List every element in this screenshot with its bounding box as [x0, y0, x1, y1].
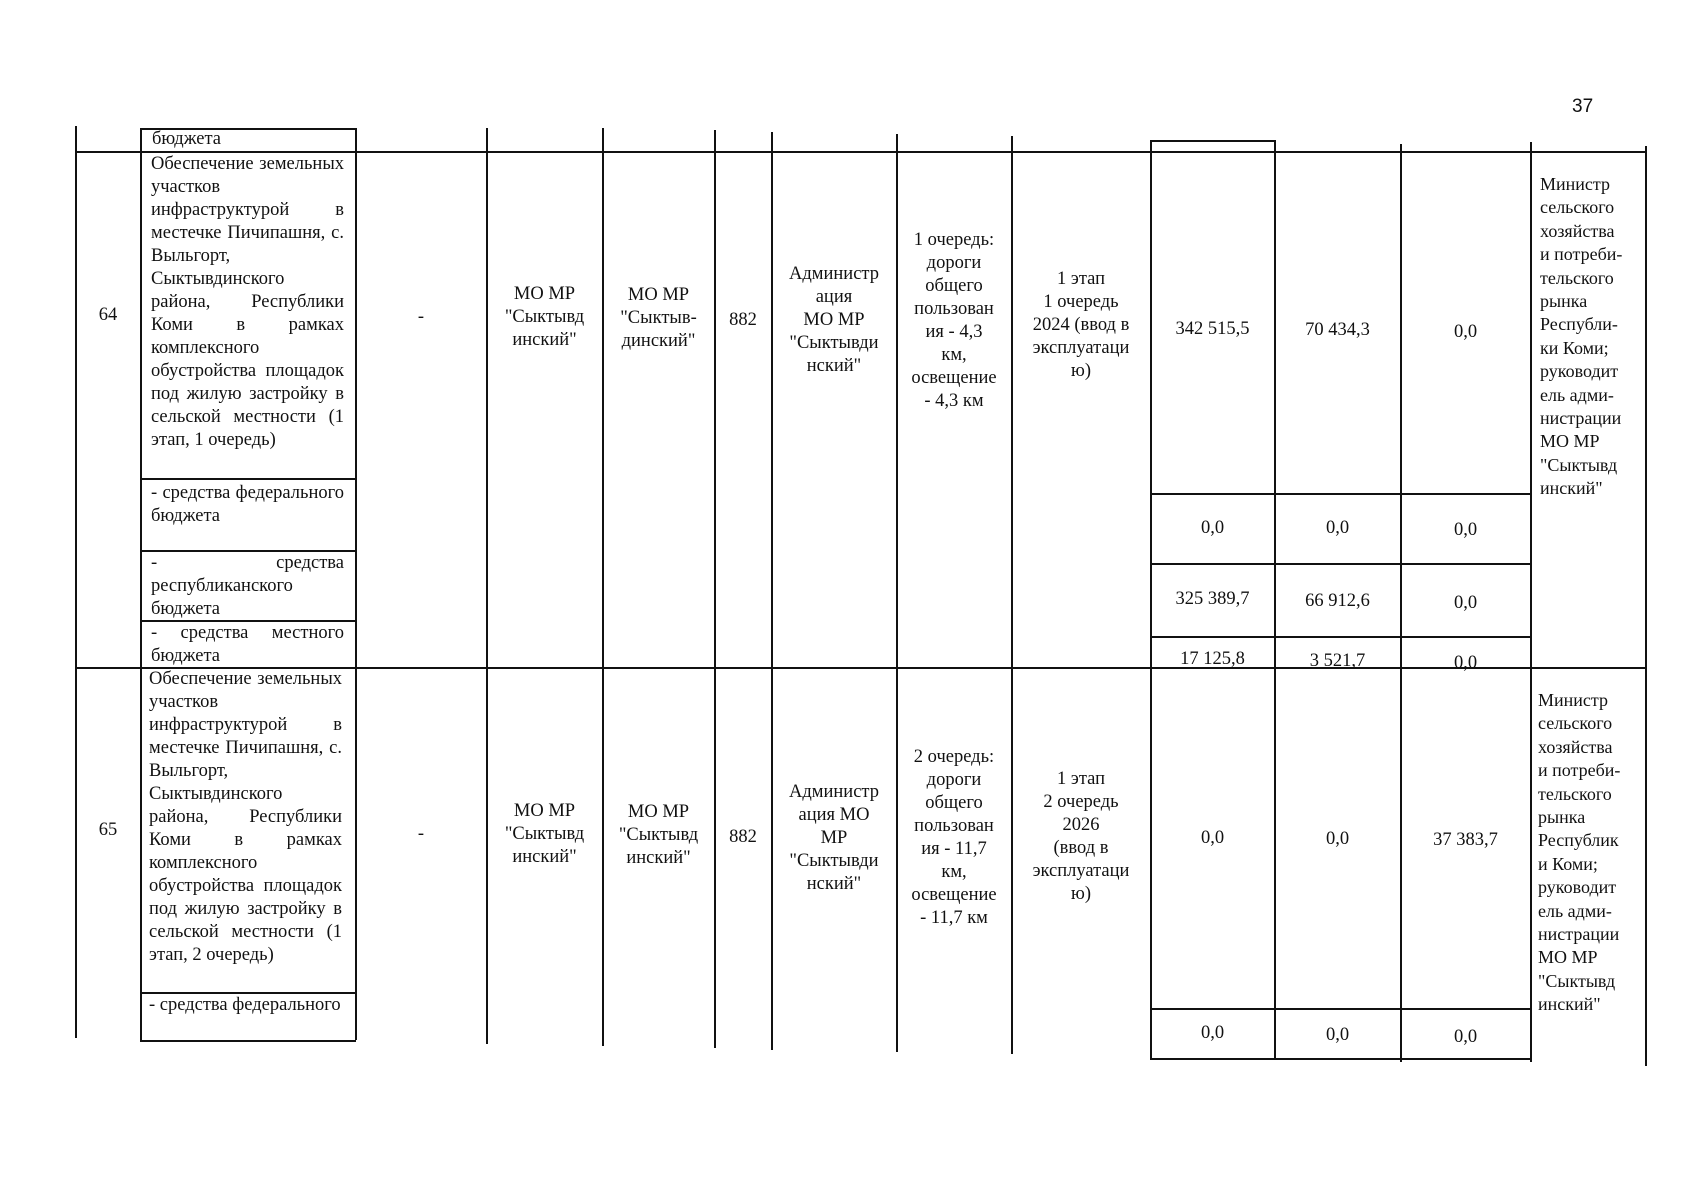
code-cell [715, 152, 771, 488]
value-text: 70 434,3 [1305, 319, 1370, 340]
table-border [1645, 146, 1647, 1066]
dash-text: - [417, 823, 425, 844]
table-border [140, 478, 356, 480]
value-cell [1275, 566, 1400, 636]
top-fragment-text: бюджета [152, 129, 221, 149]
value-cell [1401, 496, 1530, 564]
value-cell [1275, 668, 1400, 1010]
funding-source-label: - средства местного бюджета [151, 623, 344, 666]
code-text: 882 [729, 826, 757, 847]
value-cell [1151, 494, 1274, 562]
value-cell [1151, 1010, 1274, 1056]
owner-cell [603, 668, 714, 1002]
value-text: 17 125,8 [1180, 648, 1245, 669]
value-cell [1151, 668, 1274, 1008]
executor-text: Администр ация МО МР "Сыктывди нский" [789, 781, 879, 894]
value-text: 37 383,7 [1433, 829, 1498, 850]
value-text: 0,0 [1453, 1026, 1478, 1047]
value-text: 0,0 [1325, 1024, 1350, 1045]
funding-source-label: - средства федерального [149, 995, 341, 1015]
responsible-cell: Министр сельского хозяйства и потреби- тельского рынка Республик и Коми; руководит ель адми- нистрации МО МР "Сыктывд инский" [1538, 690, 1621, 1015]
stage-cell [1012, 668, 1150, 1006]
funding-source-label: - средства федерального бюджета [151, 483, 344, 526]
value-text: 0,0 [1200, 517, 1225, 538]
dash-cell [356, 152, 486, 482]
row-number-text: 64 [98, 304, 118, 325]
code-text: 882 [729, 309, 757, 330]
value-cell [1401, 668, 1530, 1012]
table-border [140, 128, 142, 1040]
page-number: 37 [1572, 96, 1594, 117]
responsible-cell: Министр сельского хозяйства и потреби- тельского рынка Республи- ки Коми; руководит ель адми- нистрации МО МР "Сыктывд инский" [1540, 174, 1623, 499]
dash-cell [356, 668, 486, 1000]
value-cell [1275, 494, 1400, 562]
executor-cell [772, 152, 896, 488]
value-text: 0,0 [1453, 652, 1478, 673]
value-cell [1401, 568, 1530, 638]
funding-source-label: - средства республиканского бюджета [151, 553, 344, 619]
table-border [1530, 142, 1532, 1062]
value-text: 3 521,7 [1309, 650, 1366, 671]
value-cell [1401, 152, 1530, 512]
customer-text: МО МР "Сыктывд инский" [504, 800, 585, 867]
owner-cell [603, 152, 714, 484]
value-text: 0,0 [1325, 517, 1350, 538]
executor-cell [772, 668, 896, 1008]
value-cell [1151, 152, 1274, 506]
capacity-text: 2 очередь: дороги общего пользован ия - 11,7 км, освещение - 11,7 км [911, 747, 997, 928]
value-text: 0,0 [1200, 827, 1225, 848]
value-cell [1275, 152, 1400, 508]
value-text: 342 515,5 [1175, 318, 1250, 339]
capacity-text: 1 очередь: дороги общего пользован ия - 4,3 км, освещение - 4,3 км [911, 230, 997, 411]
stage-cell [1012, 152, 1150, 498]
owner-text: МО МР "Сыктыв- динский" [620, 284, 697, 351]
customer-text: МО МР "Сыктывд инский" [504, 283, 585, 350]
value-text: 0,0 [1453, 592, 1478, 613]
customer-cell [487, 668, 602, 1000]
value-text: 0,0 [1325, 828, 1350, 849]
value-text: 0,0 [1453, 321, 1478, 342]
stage-text: 1 этап 2 очередь 2026 (ввод в эксплуатаци ю) [1032, 769, 1130, 904]
row-number [76, 152, 140, 478]
value-cell [1401, 1014, 1530, 1060]
customer-cell [487, 152, 602, 482]
table-border [140, 1040, 356, 1042]
value-text: 66 912,6 [1305, 590, 1370, 611]
capacity-cell [897, 152, 1011, 490]
table-border [1150, 140, 1276, 142]
row-number [76, 668, 140, 992]
object-name: Обеспечение земельных участков инфраструктурой в местечке Пичипашня, с. Выльгорт, Сыктывдинского района, Республики Коми в рамках комплексного обустройства площадок под жилую застройку в сельской местности (1 этап, 2 очередь) [149, 669, 342, 965]
value-cell [1275, 1012, 1400, 1058]
row-number-text: 65 [98, 819, 118, 840]
capacity-cell [897, 668, 1011, 1008]
value-cell [1151, 564, 1274, 634]
dash-text: - [417, 306, 425, 327]
executor-text: Администр ация МО МР "Сыктывди нский" [789, 263, 879, 376]
code-cell [715, 668, 771, 1006]
object-name: Обеспечение земельных участков инфраструктурой в местечке Пичипашня, с. Выльгорт, Сыктывдинского района, Республики Коми в рамках комплексного обустройства площадок под жилую застройку в сельской местности (1 этап, 1 очередь) [151, 154, 344, 450]
stage-text: 1 этап 1 очередь 2024 (ввод в эксплуатаци ю) [1032, 268, 1130, 381]
value-text: 325 389,7 [1175, 588, 1250, 609]
owner-text: МО МР "Сыктывд инский" [618, 801, 699, 868]
value-text: 0,0 [1200, 1022, 1225, 1043]
value-text: 0,0 [1453, 519, 1478, 540]
